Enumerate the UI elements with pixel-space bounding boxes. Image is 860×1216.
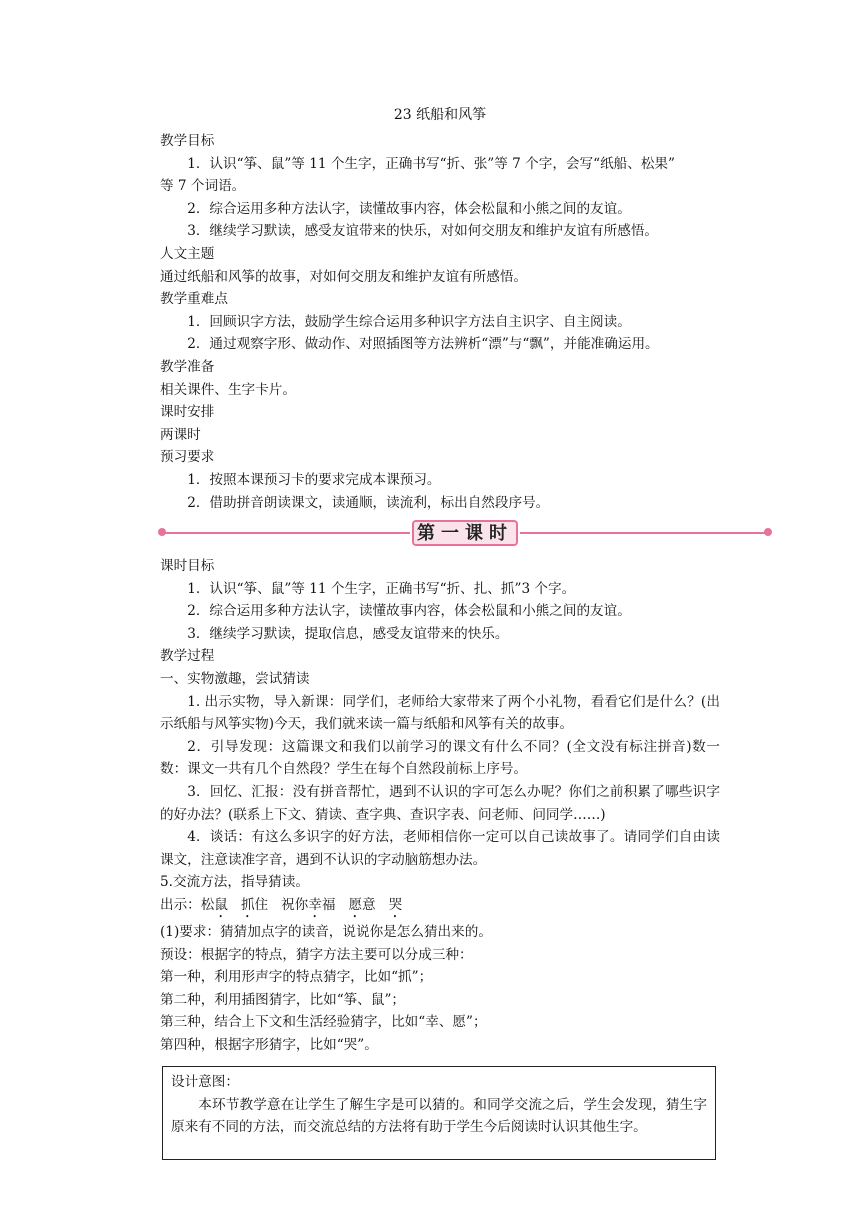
page-title: 23 纸船和风筝 (393, 107, 487, 123)
heading-key-points: 教学重难点 (160, 291, 228, 308)
preview-2: 2．借助拼音朗读课文，读通顺，读流利，标出自然段序号。 (187, 494, 550, 511)
heading-schedule: 课时安排 (160, 404, 215, 421)
word-zhuazhu: 抓住 (240, 896, 269, 913)
lesson-goal-3: 3．继续学习默读，提取信息，感受友谊带来的快乐。 (187, 625, 509, 642)
banner-rule-right (520, 532, 770, 534)
schedule-text: 两课时 (160, 426, 201, 443)
method-4: 第四种，根据字形猜字，比如“哭”。 (160, 1036, 378, 1053)
preview-1: 1．按照本课预习卡的要求完成本课预习。 (187, 471, 441, 488)
banner-rule-left (160, 532, 410, 534)
key-point-2: 2．通过观察字形、做动作、对照插图等方法辨析“漂”与“飘”，并能准确运用。 (187, 336, 659, 353)
lesson-goal-2: 2．综合运用多种方法认字，读懂故事内容，体会松鼠和小熊之间的友谊。 (187, 603, 631, 620)
preset: 预设：根据字的特点，猜字方法主要可以分成三种： (160, 946, 473, 963)
lesson-plan-intro (160, 104, 720, 514)
design-intent-label: 设计意图： (171, 1074, 239, 1090)
goal-1b: 等 7 个词语。 (160, 178, 246, 195)
word-yuanyi: 愿意 (348, 896, 376, 913)
key-point-1: 1．回顾识字方法，鼓励学生综合运用多种识字方法自主识字、自主阅读。 (187, 313, 631, 330)
design-intent-text: 本环节教学意在让学生了解生字是可以猜的。和同学交流之后，学生会发现，猜生字原来有不同的方法，而交流总结的方法将有助于学生今后阅读时认识其他生字。 (171, 1096, 707, 1136)
process-para-1: 1. 出示实物，导入新课：同学们，老师给大家带来了两个小礼物，看看它们是什么？(出示纸船与风筝实物)今天，我们就来读一篇与纸船和风筝有关的故事。 (160, 693, 720, 733)
step-title: 一、实物激趣，尝试猜读 (160, 670, 310, 687)
word-ku: 哭 (388, 896, 403, 913)
method-3: 第三种，结合上下文和生活经验猜字，比如“幸、愿”； (160, 1014, 487, 1031)
shown-prefix: 出示： (160, 896, 201, 913)
word-songshu: 松鼠 (200, 896, 228, 913)
lesson-goal-1: 1．认识“筝、鼠”等 11 个生字，正确书写“折、扎、抓”3 个字。 (187, 580, 576, 597)
process-para-5: 5.交流方法，指导猜读。 (160, 874, 309, 891)
preparation-text: 相关课件、生字卡片。 (160, 381, 296, 398)
shown-words (160, 894, 720, 921)
heading-preparation: 教学准备 (160, 358, 215, 375)
lesson-banner (160, 520, 770, 546)
goal-2: 2．综合运用多种方法认字，读懂故事内容，体会松鼠和小熊之间的友谊。 (187, 200, 631, 217)
theme-text: 通过纸船和风筝的故事，对如何交朋友和维护友谊有所感悟。 (160, 268, 528, 285)
word-zhuninixingfu: 祝你幸福 (281, 896, 336, 913)
goal-3: 3．继续学习默读，感受友谊带来的快乐，对如何交朋友和维护友谊有所感悟。 (187, 223, 659, 240)
requirement: (1)要求：猜猜加点字的读音，说说你是怎么猜出来的。 (160, 923, 492, 940)
goal-1a: 1．认识“筝、鼠”等 11 个生字，正确书写“折、张”等 7 个字，会写“纸船、松果” (187, 155, 675, 172)
design-intent-box (162, 1066, 716, 1160)
process-para-4: 4．谈话：有这么多识字的好方法，老师相信你一定可以自己读故事了。请同学们自由读课文，注意读准字音，遇到不认识的字动脑筋想办法。 (160, 829, 720, 868)
method-1: 第一种，利用形声字的特点猜字，比如“抓”； (160, 969, 433, 986)
lesson-one-section (160, 555, 720, 1056)
heading-preview: 预习要求 (160, 449, 215, 466)
process-para-3: 3．回忆、汇报：没有拼音帮忙，遇到不认识的字可怎么办呢？你们之前积累了哪些识字的好办法？(联系上下文、猜读、查字典、查识字表、问老师、问同学……) (160, 783, 720, 823)
heading-lesson-goals: 课时目标 (160, 558, 215, 574)
heading-theme: 人文主题 (160, 245, 215, 262)
heading-process: 教学过程 (160, 648, 215, 665)
heading-goals: 教学目标 (160, 133, 215, 149)
banner-label: 第一课时 (412, 520, 518, 546)
method-2: 第二种，利用插图猜字，比如“筝、鼠”； (160, 991, 405, 1008)
process-para-2: 2．引导发现：这篇课文和我们以前学习的课文有什么不同？(全文没有标注拼音)数一数：课文一共有几个自然段？学生在每个自然段前标上序号。 (160, 738, 720, 778)
banner-dot-right (764, 528, 772, 536)
